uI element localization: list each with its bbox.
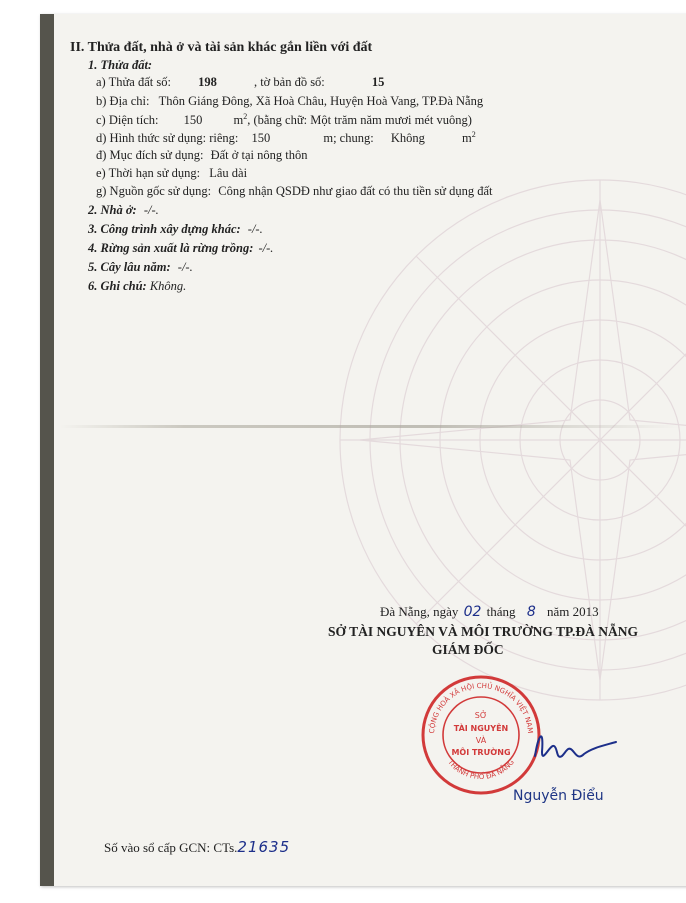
trees-row xyxy=(88,260,193,275)
use-form-row: d) Hình thức sử dụng: riêng: 150 m; chung: Không $m^2$ xyxy=(96,130,476,146)
parcel-number: 198 xyxy=(198,75,217,89)
purpose-value: Đất ở tại nông thôn xyxy=(210,148,308,162)
works-label: 3. Công trình xây dựng khác: xyxy=(88,222,241,236)
trees-value: -/-. xyxy=(177,260,193,274)
forest-value: -/-. xyxy=(258,241,274,255)
paper-fold xyxy=(60,425,680,428)
address-row xyxy=(96,94,483,109)
month-label: tháng xyxy=(486,604,516,619)
year-label: năm 2013 xyxy=(546,604,599,619)
use-shared-label: m; chung: xyxy=(323,131,374,146)
certificate-page xyxy=(40,14,686,886)
notes-value: Không. xyxy=(149,279,187,293)
area-label: c) Diện tích: xyxy=(96,113,159,128)
purpose-label: đ) Mục đích sử dụng: xyxy=(96,148,204,162)
place-date xyxy=(380,604,599,620)
house-row xyxy=(88,203,159,218)
house-label: 2. Nhà ở: xyxy=(88,203,137,217)
seal-center-2: TÀI NGUYÊN xyxy=(453,724,509,733)
parcel-row xyxy=(96,75,384,90)
area-unit: m xyxy=(233,113,244,128)
notes-label: 6. Ghi chú: xyxy=(88,279,147,293)
origin-value: Công nhận QSDĐ như giao đất có thu tiền sử dụng đất xyxy=(218,184,493,198)
area-row: c) Diện tích: 150 $m^2$, (bằng chữ: Một trăm năm mươi mét vuông) xyxy=(96,112,472,128)
forest-label: 4. Rừng sản xuất là rừng trồng: xyxy=(88,241,254,255)
origin-row xyxy=(96,184,493,199)
notes-row xyxy=(88,279,186,294)
place-date-prefix: Đà Nẵng, ngày xyxy=(380,604,459,619)
official-seal xyxy=(420,674,542,796)
address-label: b) Địa chỉ: xyxy=(96,94,150,108)
address-value: Thôn Giáng Đông, Xã Hoà Châu, Huyện Hoà Vang, TP.Đà Nẵng xyxy=(158,94,484,108)
section-heading: II. Thửa đất, nhà ở và tài sản khác gắn liền với đất xyxy=(70,40,373,55)
area-words: , (bằng chữ: Một trăm năm mươi mét vuông) xyxy=(247,113,472,128)
month-value: 8 xyxy=(526,604,536,620)
term-value: Lâu dài xyxy=(209,166,248,180)
registry-number: 21635 xyxy=(237,838,291,856)
seal-bottom-text: THÀNH PHỐ ĐÀ NẴNG xyxy=(446,758,516,782)
agency-name: SỞ TÀI NGUYÊN VÀ MÔI TRƯỜNG TP.ĐÀ NẴNG xyxy=(328,624,639,639)
works-value: -/-. xyxy=(247,222,263,236)
works-row xyxy=(88,222,263,237)
house-value: -/-. xyxy=(143,203,159,217)
seal-ring-text: CỘNG HOÀ XÃ HỘI CHỦ NGHĨA VIỆT NAM xyxy=(427,681,535,734)
land-heading: 1. Thửa đất: xyxy=(88,58,153,72)
signer-name: Nguyễn Điểu xyxy=(513,788,604,804)
registry-label: Số vào sổ cấp GCN: CTs. xyxy=(104,840,238,855)
use-shared-unit: m xyxy=(461,131,472,146)
trees-label: 5. Cây lâu năm: xyxy=(88,260,171,274)
purpose-row xyxy=(96,148,307,163)
svg-text:THÀNH PHỐ ĐÀ NẴNG xyxy=(446,757,516,781)
forest-row xyxy=(88,241,273,256)
use-form-label: d) Hình thức sử dụng: riêng: xyxy=(96,131,239,146)
registry-row xyxy=(104,838,290,856)
signature-scribble xyxy=(530,716,620,776)
day-value: 02 xyxy=(463,604,482,620)
seal-center-4: MÔI TRƯỜNG xyxy=(451,748,511,757)
term-label: e) Thời hạn sử dụng: xyxy=(96,166,201,180)
map-number: 15 xyxy=(371,75,385,89)
parcel-label: a) Thửa đất số: xyxy=(96,75,171,89)
use-shared-value: Không xyxy=(390,131,425,146)
title: GIÁM ĐỐC xyxy=(432,642,504,657)
seal-center-1: SỞ xyxy=(474,711,488,720)
origin-label: g) Nguồn gốc sử dụng: xyxy=(96,184,212,198)
area-value: 150 xyxy=(183,113,203,128)
map-label: , tờ bản đồ số: xyxy=(253,75,325,89)
seal-center-3: VÀ xyxy=(475,736,487,745)
use-private-value: 150 xyxy=(251,131,271,146)
term-row xyxy=(96,166,247,181)
